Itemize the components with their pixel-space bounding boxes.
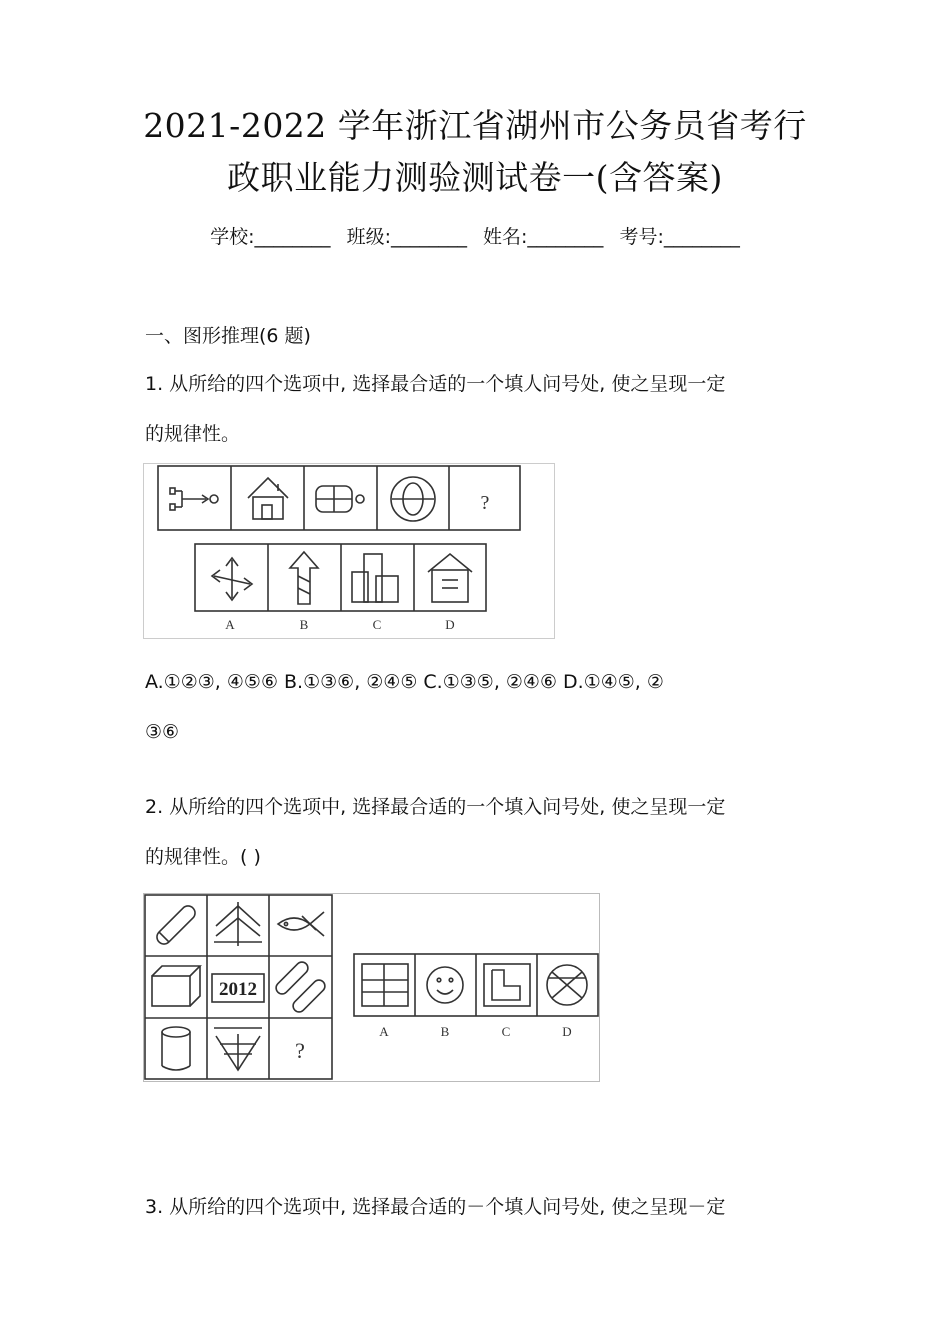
q2-cylinder-icon <box>162 1027 190 1070</box>
q1-option-c-label: C <box>372 617 382 632</box>
q3-text-line-1: 3. 从所给的四个选项中, 选择最合适的－个填人问号处, 使之呈现－定 <box>145 1196 726 1218</box>
q1-option-a-label: A <box>225 617 235 632</box>
q1-answers-line-2: ③⑥ <box>145 721 180 743</box>
q1-option-b-arrow-icon <box>290 552 318 604</box>
q1-text-line-2: 的规律性。 <box>145 423 241 445</box>
q2-option-c-step-icon <box>484 964 530 1006</box>
q2-option-d-circle-x-icon <box>547 965 587 1005</box>
q2-roof-lines-icon <box>214 902 262 946</box>
q1-text-line-1: 1. 从所给的四个选项中, 选择最合适的一个填人问号处, 使之呈现一定 <box>145 373 726 395</box>
name-field: 姓名:________ <box>483 226 604 248</box>
q2-option-d-label: D <box>562 1024 572 1039</box>
q2-option-b-label: B <box>440 1024 450 1039</box>
class-field: 班级:________ <box>346 226 467 248</box>
q1-option-d-house-icon <box>428 554 472 602</box>
q1-option-a-arrows-icon <box>212 558 252 600</box>
title-line-1: 2021-2022 学年浙江省湖州市公务员省考行 <box>143 106 807 145</box>
q2-fish-icon <box>278 912 324 936</box>
q1-figure-1-branch-icon <box>170 488 218 510</box>
q2-option-c-label: C <box>501 1024 511 1039</box>
q1-figure-2-house-icon <box>248 478 288 519</box>
student-info-row <box>0 222 950 249</box>
q1-figure-3-box-icon <box>316 486 364 512</box>
q1-option-c-rectangles-icon <box>352 554 398 602</box>
q2-option-a-label: A <box>379 1024 389 1039</box>
q2-figure <box>143 893 600 1082</box>
q2-capsule-icon <box>154 903 198 947</box>
q2-cube-icon <box>152 966 200 1006</box>
q2-double-capsule-icon <box>274 960 328 1015</box>
q1-question-mark: ? <box>480 492 490 514</box>
q2-year-text: 2012 <box>219 979 257 1000</box>
q2-text-line-1: 2. 从所给的四个选项中, 选择最合适的一个填入问号处, 使之呈现一定 <box>145 796 726 818</box>
q1-answers-line-1: A.①②③, ④⑤⑥ B.①③⑥, ②④⑤ C.①③⑤, ②④⑥ D.①④⑤, ② <box>145 671 664 693</box>
q1-question-row-frame <box>158 466 520 530</box>
title-line-2: 政职业能力测验测试卷一(含答案) <box>227 158 723 197</box>
q1-option-d-label: D <box>445 617 455 632</box>
q1-figure-4-circle-icon <box>391 477 435 521</box>
q2-option-a-panels-icon <box>362 964 408 1006</box>
q1-figure-drawing <box>144 464 554 638</box>
q1-figure <box>143 463 555 639</box>
school-field: 学校:________ <box>210 226 331 248</box>
document-title <box>0 100 950 204</box>
q2-inverted-triangle-icon <box>214 1028 262 1070</box>
q2-option-b-smiley-icon <box>427 967 463 1003</box>
q1-option-b-label: B <box>299 617 309 632</box>
section-heading: 一、图形推理(6 题) <box>145 325 311 347</box>
q2-text-line-2: 的规律性。( ) <box>145 846 261 868</box>
exam-number-field: 考号:________ <box>619 226 740 248</box>
q2-question-mark: ? <box>295 1038 305 1063</box>
q2-figure-drawing <box>144 894 599 1081</box>
